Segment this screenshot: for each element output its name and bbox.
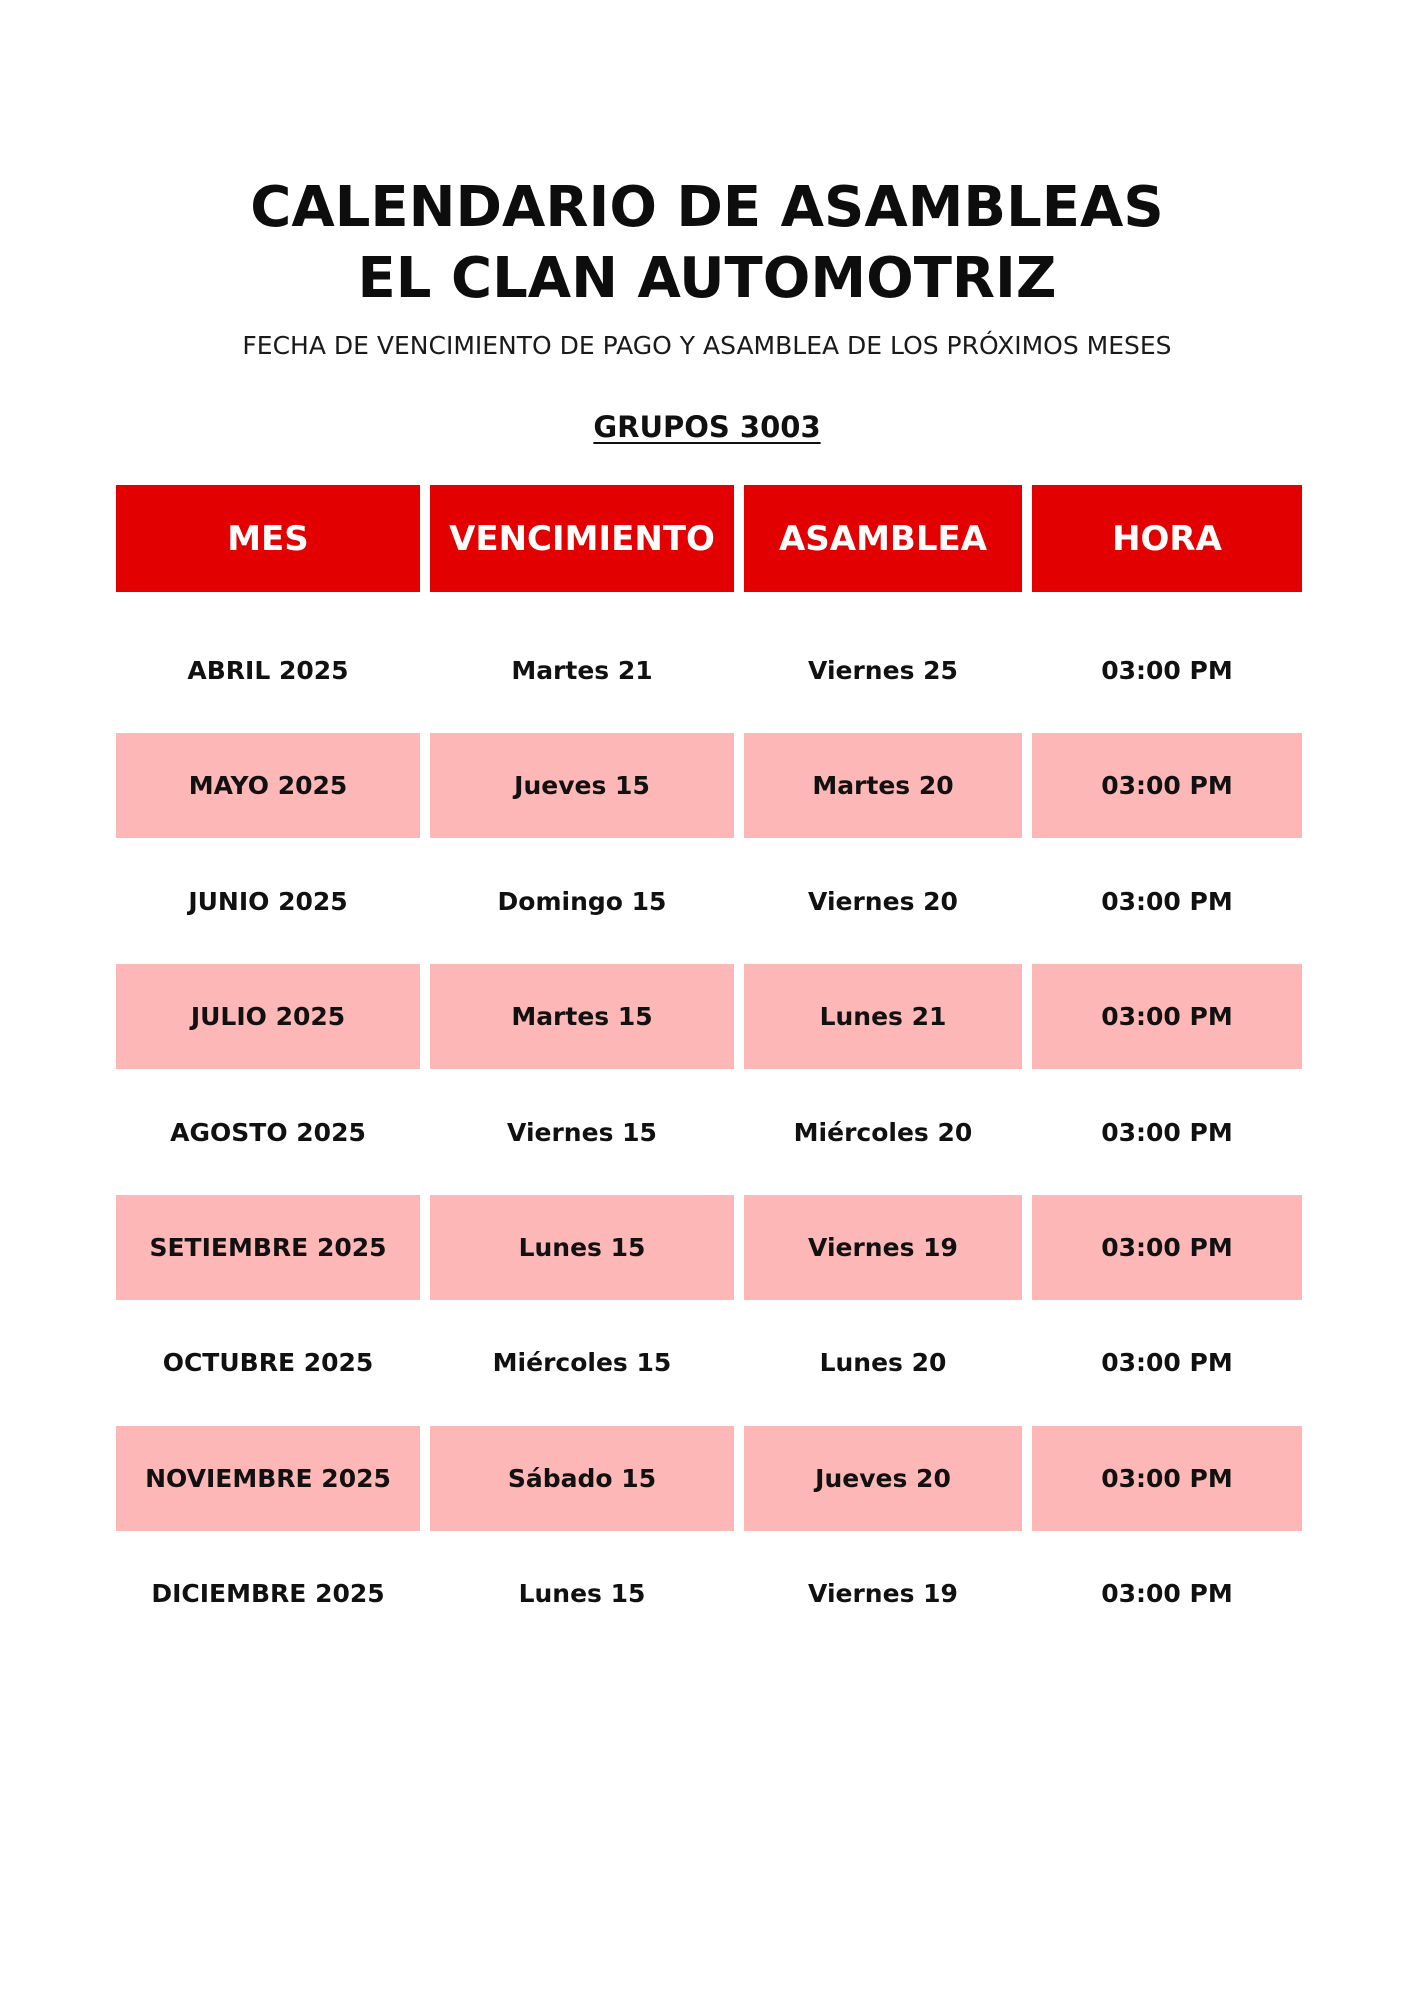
cell-asamblea: Viernes 25 xyxy=(808,656,958,685)
cell-asamblea: Jueves 20 xyxy=(744,1426,1022,1531)
cell-mes: AGOSTO 2025 xyxy=(170,1118,366,1147)
group-label: GRUPOS 3003 xyxy=(593,410,821,444)
cell-vencimiento: Viernes 15 xyxy=(507,1118,657,1147)
cell-vencimiento: Domingo 15 xyxy=(497,887,667,916)
cell-asamblea: Viernes 20 xyxy=(808,887,958,916)
column-header-mes: MES xyxy=(116,485,420,592)
cell-vencimiento: Lunes 15 xyxy=(518,1579,646,1608)
cell-mes: NOVIEMBRE 2025 xyxy=(116,1426,420,1531)
cell-hora: 03:00 PM xyxy=(1101,1118,1233,1147)
column-header-hora: HORA xyxy=(1032,485,1302,592)
cell-hora: 03:00 PM xyxy=(1101,887,1233,916)
cell-hora: 03:00 PM xyxy=(1032,1426,1302,1531)
cell-hora: 03:00 PM xyxy=(1032,733,1302,838)
column-header-vencimiento: VENCIMIENTO xyxy=(430,485,734,592)
cell-hora: 03:00 PM xyxy=(1101,1579,1233,1608)
page-subtitle: FECHA DE VENCIMIENTO DE PAGO Y ASAMBLEA DE LOS PRÓXIMOS MESES xyxy=(242,331,1172,360)
cell-asamblea: Lunes 21 xyxy=(744,964,1022,1069)
cell-asamblea: Martes 20 xyxy=(744,733,1022,838)
title-line-2: EL CLAN AUTOMOTRIZ xyxy=(357,246,1057,311)
title-line-1: CALENDARIO DE ASAMBLEAS xyxy=(250,175,1164,240)
cell-vencimiento: Sábado 15 xyxy=(430,1426,734,1531)
cell-hora: 03:00 PM xyxy=(1101,656,1233,685)
cell-asamblea: Viernes 19 xyxy=(808,1579,958,1608)
cell-mes: JUNIO 2025 xyxy=(188,887,348,916)
cell-asamblea: Viernes 19 xyxy=(744,1195,1022,1300)
cell-vencimiento: Jueves 15 xyxy=(430,733,734,838)
cell-asamblea: Miércoles 20 xyxy=(793,1118,973,1147)
cell-vencimiento: Martes 15 xyxy=(430,964,734,1069)
cell-mes: MAYO 2025 xyxy=(116,733,420,838)
cell-hora: 03:00 PM xyxy=(1101,1348,1233,1377)
cell-hora: 03:00 PM xyxy=(1032,1195,1302,1300)
cell-asamblea: Lunes 20 xyxy=(819,1348,947,1377)
column-header-asamblea: ASAMBLEA xyxy=(744,485,1022,592)
cell-vencimiento: Lunes 15 xyxy=(430,1195,734,1300)
cell-mes: SETIEMBRE 2025 xyxy=(116,1195,420,1300)
cell-mes: JULIO 2025 xyxy=(116,964,420,1069)
cell-vencimiento: Miércoles 15 xyxy=(492,1348,672,1377)
cell-hora: 03:00 PM xyxy=(1032,964,1302,1069)
cell-mes: ABRIL 2025 xyxy=(187,656,349,685)
cell-mes: DICIEMBRE 2025 xyxy=(151,1579,385,1608)
cell-mes: OCTUBRE 2025 xyxy=(162,1348,374,1377)
cell-vencimiento: Martes 21 xyxy=(511,656,653,685)
